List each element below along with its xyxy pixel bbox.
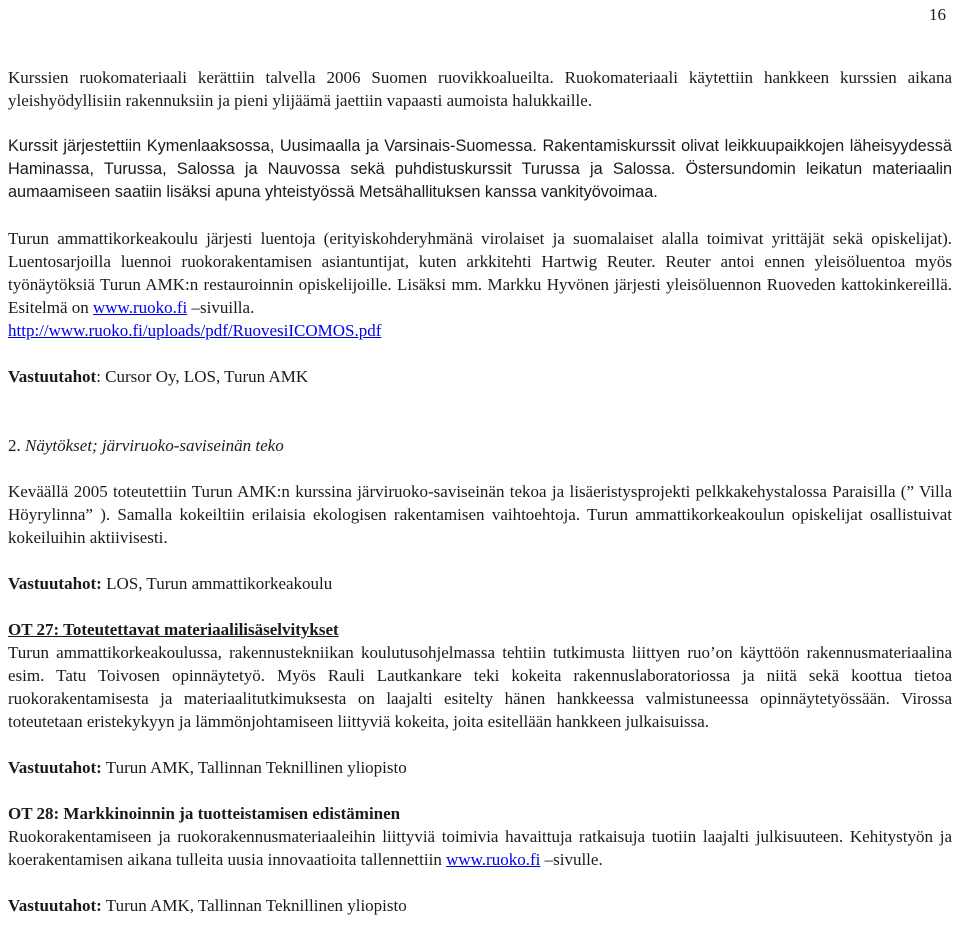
- responsible-parties-4: [8, 894, 952, 917]
- section-2-heading: 2. Näytökset; järviruoko-saviseinän teko: [8, 436, 284, 455]
- section-2-title: Näytökset; järviruoko-saviseinän teko: [25, 436, 284, 455]
- ot27-paragraph: Turun ammattikorkeakoulussa, rakennustekniikan koulutusohjelmassa tehtiin tutkimusta liittyen ruo’on käyttöön rakennusmateriaalina esim. Tatu Toivosen opinnäytetyö. Myös Rauli Lautkankare teki kokeita rakennuslaboratoriossa ja niitä sekä koottua tietoa ruokorakentamisesta ja materiaalitutkimuksesta on laajalti esitelty hänen hankkeessa valmistuneessa opinnäytetyössään. Virossa toteutetaan eristekykyyn ja lämmönjohtamiseen liittyviä kokeita, joita esitellään hankkeen julkaisuissa.: [8, 643, 952, 731]
- ruoko-link-2[interactable]: www.ruoko.fi: [446, 850, 541, 869]
- ot28-heading: OT 28: Markkinoinnin ja tuotteistamisen edistäminen: [8, 804, 401, 823]
- responsible-parties-3: [8, 756, 952, 779]
- responsible-label: Vastuutahot:: [8, 896, 102, 915]
- paragraph-demonstrations: Keväällä 2005 toteutettiin Turun AMK:n kurssina järviruoko-saviseinän tekoa ja lisäeristysprojekti pelkkakehystalossa Paraisilla (” Villa Höyrylinna” ). Samalla kokeiltiin erilaisia ekologisen rakentamisen vaihtoehtoja. Turun ammattikorkeakoulun opiskelijat osallistuivat kokeiluihin aktiivisesti.: [8, 482, 952, 547]
- responsible-parties-2: [8, 572, 952, 595]
- ot28-paragraph: Ruokorakentamiseen ja ruokorakennusmateriaaleihin liittyviä toimivia havaittuja ratkaisuja tuotiin laajalti julkisuuteen. Kehitystyön ja koerakentamisen aikana tulleita uusia innovaatioita tallennettiin www.ruoko.fi –sivulle.: [8, 827, 952, 869]
- ruoko-link[interactable]: www.ruoko.fi: [92, 298, 188, 317]
- responsible-label: Vastuutahot:: [8, 574, 102, 593]
- lectures-text: Turun ammattikorkeakoulu järjesti luentoja (erityiskohderyhmänä virolaiset ja suomalaiset alalla toimivat yrittäjät sekä opiskelijat). Luentosarjoilla luennoi ruokorakentamisen asiantuntijat, kuten arkkitehti Hartwig Reuter. Reuter antoi ennen yleisöluentoa myös työnäytöksiä Turun AMK:n restauroinnin opiskelijoille. Lisäksi mm. Markku Hyvönen järjesti yleisöluennon Ruoveden kattokinkereillä. Esitelmä on: [8, 229, 952, 317]
- ot27-heading: OT 27: Toteutettavat materiaalilisäselvitykset: [8, 620, 339, 639]
- responsible-label: Vastuutahot:: [8, 758, 102, 777]
- lectures-text-after-link: –sivuilla.: [187, 298, 255, 317]
- paragraph-lectures: [8, 227, 952, 342]
- responsible-label: Vastuutahot: [8, 367, 97, 386]
- responsible-value: LOS, Turun ammattikorkeakoulu: [101, 574, 333, 593]
- paragraph-reed-collection: Kurssien ruokomateriaali kerättiin talvella 2006 Suomen ruovikkoalueilta. Ruokomateriaali käytettiin hankkeen kurssien aikana yleishyödyllisiin rakennuksiin ja pieni ylijäämä jaettiin vapaasti aumoista halukkaille.: [8, 68, 952, 110]
- ruovesi-pdf-link[interactable]: http://www.ruoko.fi/uploads/pdf/RuovesiICOMOS.pdf: [8, 321, 382, 340]
- paragraph-course-locations: Kurssit järjestettiin Kymenlaaksossa, Uusimaalla ja Varsinais-Suomessa. Rakentamiskurssit olivat leikkuupaikkojen läheisyydessä Haminassa, Turussa, Salossa ja Nauvossa sekä puhdistuskurssit Turussa ja Salossa. Östersundomin leikatun materiaalin aumaamiseen saatiin lisäksi apuna yhteistyössä Metsähallituksen kanssa vankityövoimaa.: [8, 137, 952, 201]
- responsible-value: Turun AMK, Tallinnan Teknillinen yliopisto: [101, 758, 407, 777]
- responsible-parties-1: Vastuutahot: Cursor Oy, LOS, Turun AMK: [8, 367, 309, 386]
- document-body: [8, 66, 952, 917]
- responsible-value: Cursor Oy, LOS, Turun AMK: [105, 367, 309, 386]
- responsible-value: Turun AMK, Tallinnan Teknillinen yliopisto: [101, 896, 407, 915]
- page-number: 16: [929, 5, 946, 24]
